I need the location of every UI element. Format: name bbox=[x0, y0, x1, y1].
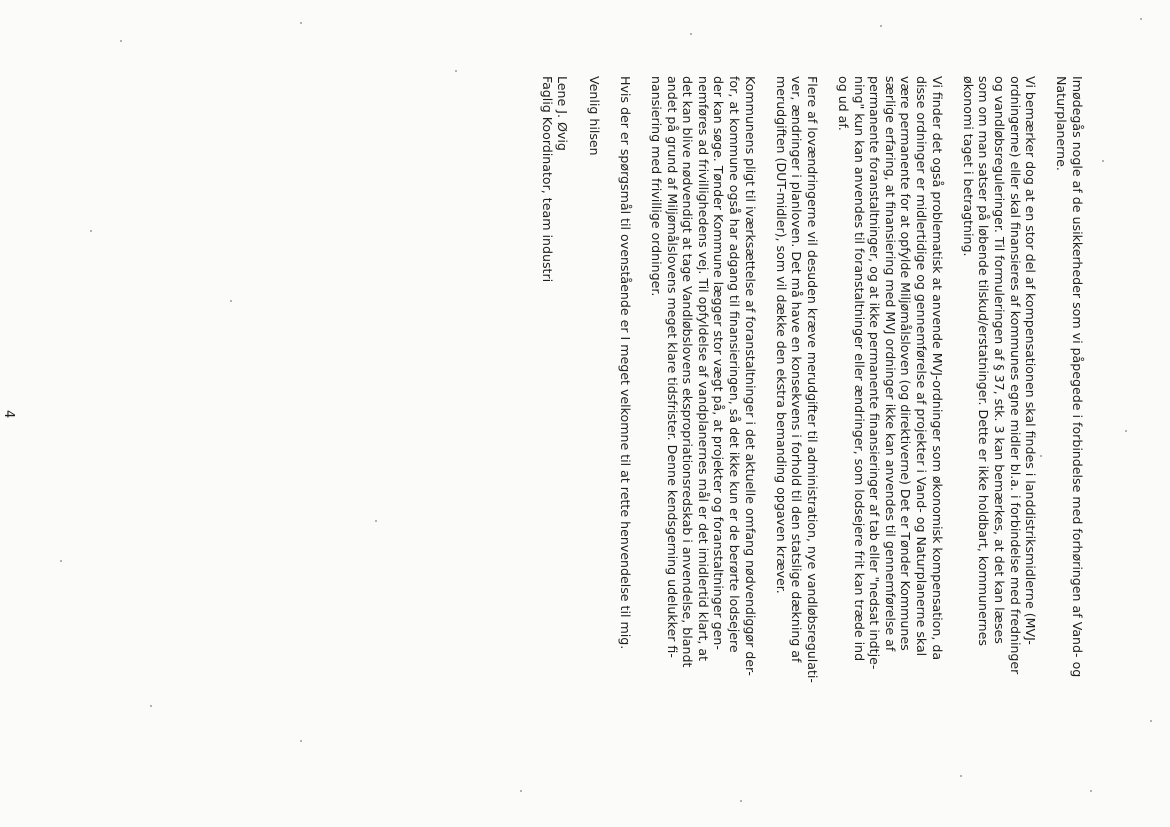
scan-speck bbox=[150, 705, 152, 707]
text-line: merudgiften (DUT-midler), som vil dække den ekstra bemanding opgaven kræver. bbox=[773, 76, 789, 594]
letter-body bbox=[539, 76, 1085, 756]
text-line: permanente foranstaltninger, og at ikke permanente finansieringer af tab eller "nedsat indtje- bbox=[867, 76, 883, 670]
text-line: nemføres ad frivillighedens vej. Til opfyldelse af vandplanernes mål er det imidlertid klart, at bbox=[695, 76, 711, 662]
scan-speck bbox=[60, 560, 62, 562]
paragraph-intro bbox=[1054, 76, 1085, 756]
text-line: Naturplanerne. bbox=[1054, 76, 1070, 171]
page-number: 4 bbox=[1, 410, 16, 419]
scan-speck bbox=[1040, 455, 1042, 457]
scan-speck bbox=[300, 22, 302, 24]
scan-speck bbox=[960, 775, 962, 777]
signer-name: Lene J. Øvig bbox=[555, 76, 571, 151]
text-line: der kan søge. Tønder Kommune lægger stor vægt på, at projekter og foranstaltninger gen- bbox=[711, 76, 727, 650]
scan-speck bbox=[1102, 160, 1104, 162]
text-line: Venlig hilsen bbox=[586, 76, 602, 156]
scan-speck bbox=[300, 740, 302, 742]
scan-speck bbox=[230, 300, 232, 302]
text-line: ordningerne) eller skal finansieres af kommunes egne midler bl.a. i forbindelse med fredninger bbox=[1007, 76, 1023, 675]
text-line: være permanente for at opfylde Miljømålsloven (og direktiverne) Det er Tønder Kommunes bbox=[898, 76, 914, 651]
text-line: Hvis der er spørgsmål til ovenstående er I meget velkomne til at rette henvendelse til mig. bbox=[617, 76, 633, 650]
text-line: Flere af lovændringerne vil desuden kræve merudgifter til administration, nye vandløbsregulati- bbox=[804, 76, 820, 683]
text-line: andet på grund af Miljømålslovens meget klare tidsfrister. Denne kendsgerning udelukker fi- bbox=[664, 76, 680, 658]
text-line: som om man satser på løbende tilskud/erstatninger. Dette er ikke holdbart, kommunernes bbox=[976, 76, 992, 646]
scan-speck bbox=[690, 33, 692, 35]
closing-greeting bbox=[586, 76, 602, 756]
text-line: for, at kommune også har adgang til finansieringen, så det ikke kun er de berørte lodsejere bbox=[726, 76, 742, 653]
text-line: Kommunens pligt til iværksættelse af foranstaltninger i det aktuelle omfang nødvendiggør der- bbox=[742, 76, 758, 676]
text-line: ning" kun kan anvendes til foranstaltninger eller ændringer, som lodsejere frit kan træde ind bbox=[851, 76, 867, 662]
text-line: ver, ændringer i planloven. Det må have en konsekvens i forhold til den statslige dækning af bbox=[789, 76, 805, 663]
text-line: særlige erfaring, at finansiering med MVJ ordninger ikke kan anvendes til gennemførelse af bbox=[882, 76, 898, 652]
scan-speck bbox=[520, 790, 522, 792]
text-line: Vi bemærker dog at en stor del af kompensationen skal findes i landdistriksmidlerne (MVJ- bbox=[1023, 76, 1039, 645]
scan-speck bbox=[455, 70, 457, 72]
paragraph-compensation bbox=[960, 76, 1038, 756]
scan-speck bbox=[1150, 720, 1152, 722]
scan-speck bbox=[1090, 790, 1092, 792]
text-line: Imødegås nogle af de usikkerheder som vi påpegede i forbindelse med forhøringen af Vand- og bbox=[1070, 76, 1085, 678]
text-line: økonomi taget i betragtning. bbox=[960, 76, 976, 257]
scan-speck bbox=[120, 40, 122, 42]
scan-speck bbox=[880, 25, 882, 27]
scan-speck bbox=[90, 230, 92, 232]
paragraph-contact bbox=[617, 76, 633, 756]
paragraph-lovaendringer bbox=[773, 76, 820, 756]
text-line: og ud af. bbox=[836, 76, 852, 131]
scan-speck bbox=[740, 800, 742, 802]
text-line: det kan blive nødvendigt at tage Vandløbslovens ekspropriationsredskab i anvendelse, blandt bbox=[680, 76, 696, 668]
signature-block bbox=[539, 76, 570, 756]
text-line: og vandløbsreguleringer. Til formuleringen af § 37, stk. 3 kan bemærkes, at det kan læses bbox=[992, 76, 1008, 644]
scan-speck bbox=[1125, 430, 1127, 432]
paragraph-mvj bbox=[836, 76, 945, 756]
text-line: Vi finder det også problematisk at anvende MVJ-ordninger som økonomisk kompensation, da bbox=[929, 76, 945, 661]
scan-speck bbox=[1140, 18, 1142, 20]
scan-speck bbox=[375, 520, 377, 522]
text-line: disse ordninger er midlertidige og gennemførelse af projekter i Vand- og Naturplanerne skal bbox=[914, 76, 930, 657]
text-line: nansiering med frivillige ordninger. bbox=[648, 76, 664, 297]
signer-title: Faglig Koordinator, team industri bbox=[539, 76, 555, 283]
paragraph-kommunens-pligt bbox=[648, 76, 757, 756]
